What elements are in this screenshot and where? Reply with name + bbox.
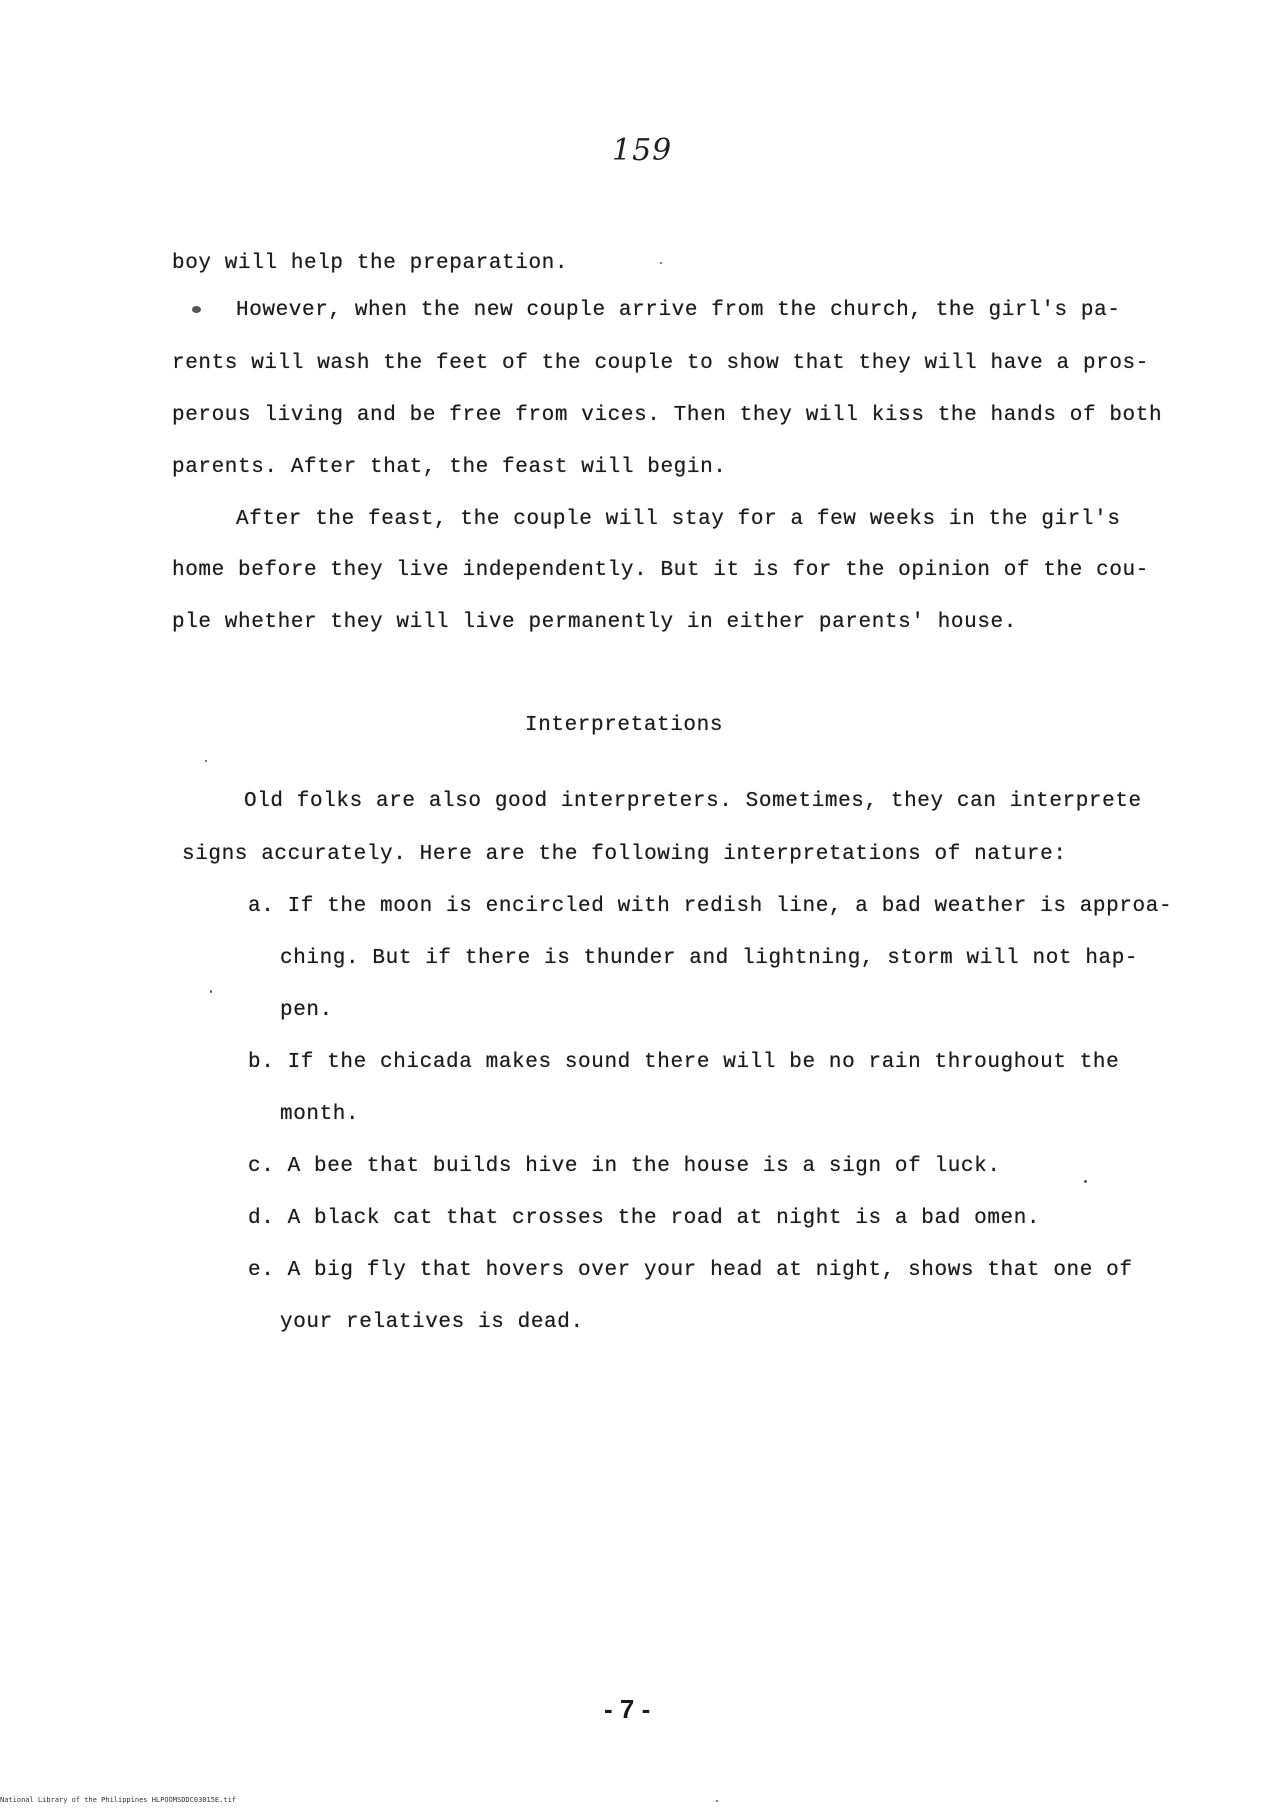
text-line-3: rents will wash the feet of the couple to show that they will have a pros- [172,352,1149,375]
list-item-a-line-1: a. If the moon is encircled with redish line, a bad weather is approa- [248,895,1173,918]
list-item-a-line-2: ching. But if there is thunder and lightning, storm will not hap- [280,947,1139,970]
list-item-b-line-2: month. [280,1103,360,1126]
ink-blot [192,306,201,313]
text-line-2: However, when the new couple arrive from the church, the girl's pa- [236,299,1121,322]
list-item-b-line-1: b. If the chicada makes sound there will be no rain throughout the [248,1051,1120,1074]
footer-credit: National Library of the Philippines HLPOOMSDDC03015E.tif [0,1796,237,1804]
scan-speck [1084,1180,1087,1183]
text-line-8: ple whether they will live permanently in either parents' house. [172,611,1017,634]
list-item-d: d. A black cat that crosses the road at night is a bad omen. [248,1207,1041,1230]
text-line-1: boy will help the preparation. [172,252,569,275]
text-line-6: After the feast, the couple will stay for a few weeks in the girl's [236,508,1121,531]
list-item-a-line-3: pen. [280,999,333,1022]
text-line-7: home before they live independently. But it is for the opinion of the cou- [172,559,1149,582]
scan-speck [660,262,662,264]
page-number: - 7 - [604,1694,651,1724]
handwritten-page-number: 159 [612,133,673,168]
list-item-c: c. A bee that builds hive in the house is a sign of luck. [248,1155,1001,1178]
section-heading: Interpretations [525,714,724,737]
text-line-9: Old folks are also good interpreters. Sometimes, they can interprete [244,790,1142,813]
text-line-5: parents. After that, the feast will begin. [172,456,727,479]
text-line-4: perous living and be free from vices. Then they will kiss the hands of both [172,404,1163,427]
list-item-e-line-1: e. A big fly that hovers over your head at night, shows that one of [248,1259,1133,1282]
scan-speck [205,760,207,762]
scan-speck [210,990,212,993]
scan-speck [716,1800,718,1802]
list-item-e-line-2: your relatives is dead. [280,1311,584,1334]
text-line-10: signs accurately. Here are the following interpretations of nature: [182,843,1067,866]
